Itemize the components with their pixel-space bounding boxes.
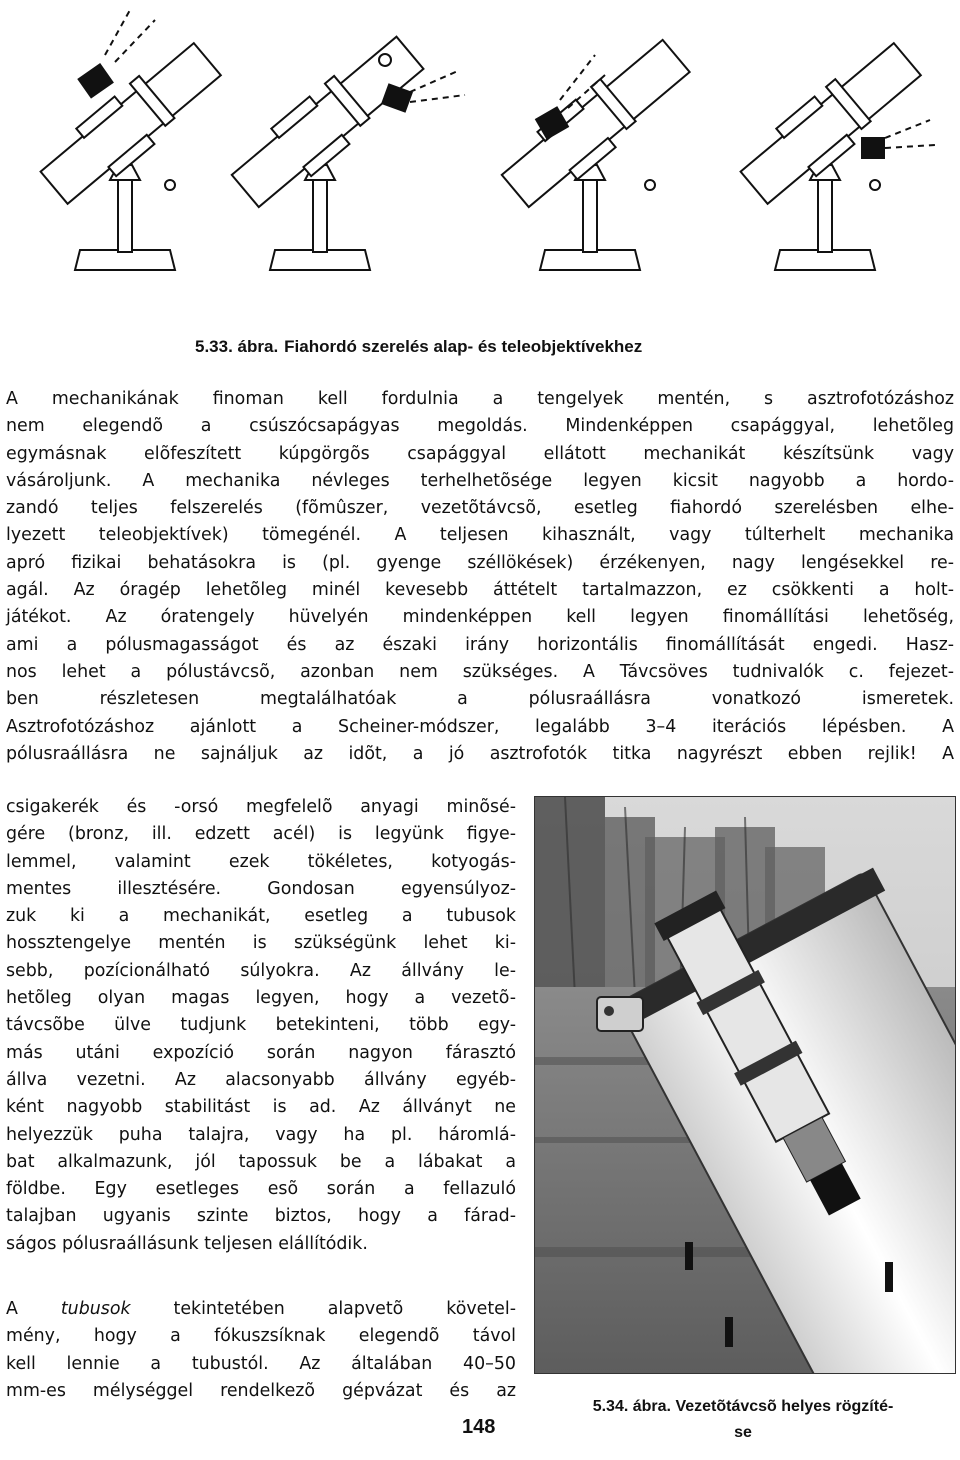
text-line: bat alkalmazunk, jól tapossuk be a lábakat a — [6, 1151, 516, 1172]
text-line: ságos pólusraállásunk teljesen elállítódik. — [6, 1233, 368, 1254]
text-line: Asztrofotózáshoz ajánlott a Scheiner-módszer, legalább 3–4 iterációs lépésben. A — [6, 716, 954, 737]
text-line: nos lehet a pólustávcsõ, azonban nem szükséges. A Távcsöves tudnivalók c. fejezet- — [6, 661, 954, 682]
text-line — [6, 1296, 516, 1323]
text-line: más utáni expozíció során nagyon fárasztó — [6, 1042, 516, 1063]
text-line: mm-es mélységgel rendelkezõ gépvázat és az — [6, 1380, 516, 1401]
text-line: ként nagyobb stabilitást is ad. Az állványt ne — [6, 1097, 516, 1118]
text-line: zuk ki a mechanikát, esetleg a tubusok — [6, 906, 516, 927]
text-line: pólusraállásra ne sajnáljuk az idõt, a jó asztrofotók titka nagyrészt ebben rejlik! A — [6, 743, 954, 764]
mount-drawing-2 — [225, 29, 465, 270]
text-fragment: tekintetében alapvetõ követel- — [130, 1299, 516, 1319]
figure-caption-5-34 — [538, 1394, 948, 1446]
mount-drawing-4 — [734, 35, 935, 270]
text-line: lemmel, valamint ezek tökéletes, kotyogás- — [6, 851, 516, 872]
text-line: ben részletesen megtalálhatóak a pólusraállásra vonatkozó ismeretek. — [6, 689, 954, 710]
body-paragraph-tubes — [6, 1296, 516, 1405]
text-line: zandó teljes felszerelés (fõmûszer, vezetõtávcsõ, esetleg fiahordó szerelésben elhe- — [6, 498, 954, 519]
mount-drawing-1 — [34, 10, 227, 270]
mount-drawing-3 — [495, 32, 696, 270]
text-line: gére (bronz, ill. edzett acél) is legyünk figye- — [6, 824, 516, 845]
text-line: mény, hogy a fókuszsíknak elegendõ távol — [6, 1326, 516, 1347]
text-line: talajban ugyanis szinte biztos, hogy a fárad- — [6, 1206, 516, 1227]
photo-caption-number: 5.34. ábra. — [592, 1398, 671, 1415]
text-fragment: A — [6, 1299, 61, 1319]
text-line: földbe. Egy esetleges esõ során a fellazuló — [6, 1179, 516, 1200]
text-line: hetõleg olyan magas legyen, hogy a vezetõ- — [6, 988, 516, 1009]
figure-caption-text: Fiahordó szerelés alap- és teleobjektívekhez — [284, 337, 643, 356]
telescope-photo — [534, 796, 956, 1374]
text-line: nem elegendõ a csúszócsapágyas megoldás. Mindenképpen csapággyal, lehetõleg — [6, 416, 954, 437]
photo-caption-text-continued: se — [734, 1424, 752, 1441]
text-line: egymásnak elõfeszített kúpgörgõs csapággyal ellátott mechanikát készítsünk vagy — [6, 443, 954, 464]
figure-caption-number: 5.33. ábra. — [195, 337, 279, 356]
text-line: ami a pólusmagasságot és az északi irány horizontális finomállítását engedi. Hasz- — [6, 634, 954, 655]
telescope-photo-illustration — [535, 797, 955, 1373]
text-line: mentes illesztésére. Gondosan egyensúlyoz- — [6, 878, 516, 899]
text-line: helyezzük puha talajra, vagy ha pl. háromlá- — [6, 1124, 516, 1145]
text-line: agál. Az óragép lehetõleg minél kevesebb áttételt tartalmazzon, ez csökkenti a holt- — [6, 580, 954, 601]
text-line: távcsõbe ülve tudjunk betekinteni, több egy- — [6, 1015, 516, 1036]
text-line: apró fizikai behatásokra is (pl. gyenge széllökések) érzékenyen, nagy lengésekkel re- — [6, 552, 954, 573]
body-paragraph-left-column — [6, 794, 516, 1258]
text-line: hossztengelye mentén is szükségünk lehet ki- — [6, 933, 516, 954]
text-line: csigakerék és -orsó megfelelõ anyagi minõsé- — [6, 797, 516, 817]
text-line: vásároljunk. A mechanika névleges terhelhetõsége legyen kicsit nagyobb a hordo- — [6, 470, 954, 491]
text-line: kell lennie a tubustól. Az általában 40–50 — [6, 1353, 516, 1374]
figure-caption-5-33 — [195, 337, 835, 357]
figure-piggyback-mounts — [0, 0, 960, 310]
page-number: 148 — [462, 1416, 496, 1438]
text-line: sebb, pozícionálható súlyokra. Az állvány le- — [6, 960, 516, 981]
photo-caption-text: Vezetõtávcsõ helyes rögzíté- — [675, 1398, 894, 1415]
text-line: lyezett teleobjektívek) tömegénél. A teljesen kihasznált, vagy túlterhelt mechanika — [6, 525, 954, 546]
text-line: A mechanikának finoman kell fordulnia a tengelyek mentén, s asztrofotózáshoz — [6, 389, 954, 409]
text-line: állva vezetni. Az alacsonyabb állvány egyéb- — [6, 1069, 516, 1090]
italic-term: tubusok — [60, 1299, 131, 1319]
text-line: játékot. Az óratengely hüvelyén mindenképpen kell legyen finomállítási lehetõség, — [6, 607, 954, 628]
body-paragraph-full-width — [6, 386, 954, 768]
